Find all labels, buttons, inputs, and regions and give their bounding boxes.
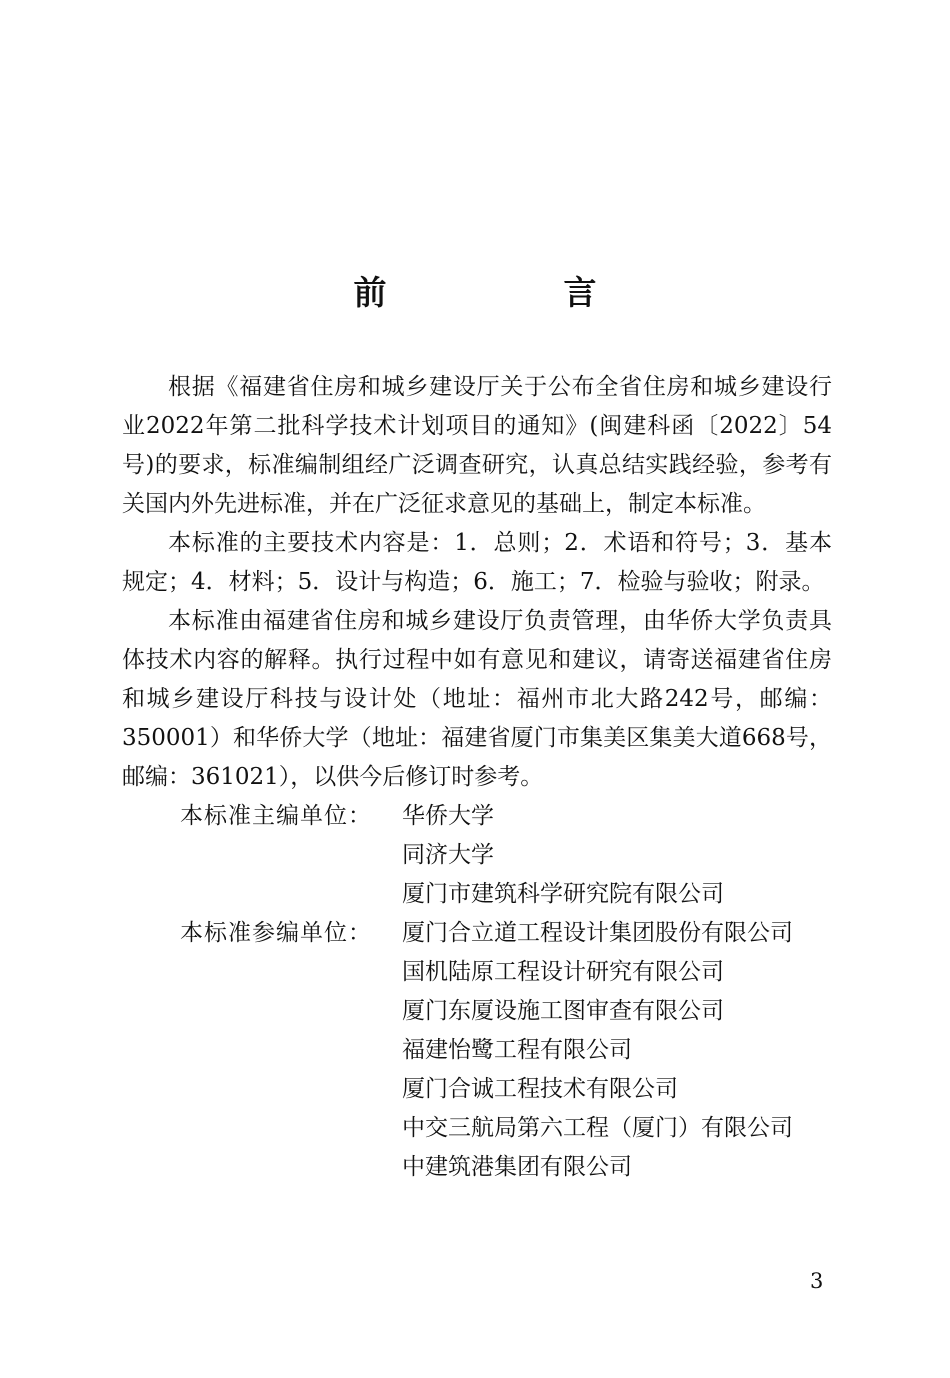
units-section — [122, 797, 832, 1187]
participating-unit-item: 福建怡鹭工程有限公司 — [402, 1037, 632, 1063]
participating-units-list — [402, 914, 793, 1187]
chief-unit-item: 同济大学 — [402, 842, 494, 868]
participating-units-label: 本标准参编单位： — [180, 920, 372, 946]
participating-unit-item: 中交三航局第六工程（厦门）有限公司 — [402, 1115, 793, 1141]
chief-unit-item: 华侨大学 — [402, 803, 494, 829]
paragraph-management: 本标准由福建省住房和城乡建设厅负责管理，由华侨大学负责具体技术内容的解释。执行过程中如有意见和建议，请寄送福建省住房和城乡建设厅科技与设计处（地址：福州市北大路242号，邮编：350001）和华侨大学（地址：福建省厦门市集美区集美大道668号，邮编：361021），以供今后修订时参考。 — [122, 608, 832, 790]
paragraph-basis: 根据《福建省住房和城乡建设厅关于公布全省住房和城乡建设行业2022年第二批科学技术计划项目的通知》(闽建科函〔2022〕54号)的要求，标准编制组经广泛调查研究，认真总结实践经验，参考有关国内外先进标准，并在广泛征求意见的基础上，制定本标准。 — [122, 374, 832, 517]
page-number: 3 — [810, 1269, 824, 1293]
participating-units-group — [122, 914, 832, 1187]
participating-unit-item: 国机陆原工程设计研究有限公司 — [402, 959, 724, 985]
chief-units-group — [122, 797, 832, 914]
participating-unit-item: 中建筑港集团有限公司 — [402, 1154, 632, 1180]
chief-units-list — [402, 797, 724, 914]
paragraph-contents: 本标准的主要技术内容是：1．总则；2．术语和符号；3．基本规定；4．材料；5．设计与构造；6．施工；7．检验与验收；附录。 — [122, 530, 832, 595]
chief-unit-item: 厦门市建筑科学研究院有限公司 — [402, 881, 724, 907]
participating-unit-item: 厦门合诚工程技术有限公司 — [402, 1076, 678, 1102]
participating-unit-item: 厦门东厦设施工图审查有限公司 — [402, 998, 724, 1024]
preface-body — [122, 368, 832, 1187]
chief-units-label: 本标准主编单位： — [180, 803, 372, 829]
page-title: 前 言 — [353, 273, 669, 312]
participating-unit-item: 厦门合立道工程设计集团股份有限公司 — [402, 920, 793, 946]
